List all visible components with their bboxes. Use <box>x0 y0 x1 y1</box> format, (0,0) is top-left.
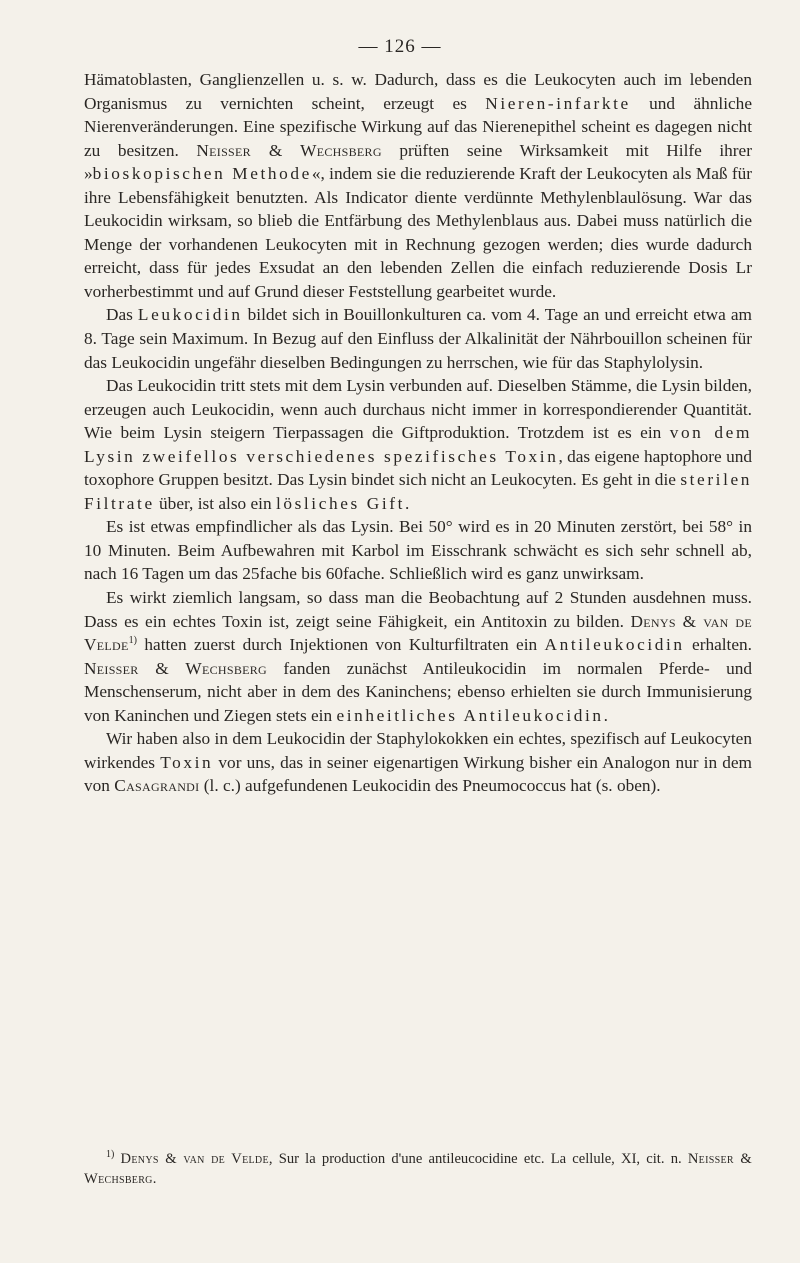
p3-emph-gift: lösliches Gift <box>275 493 405 513</box>
p5-author-denys: Denys & van de Velde <box>84 611 752 655</box>
footnote-mark: 1) <box>106 1149 115 1161</box>
p5-emph-einheitliches: einheitliches Antileukocidin <box>336 705 604 725</box>
paragraph-2 <box>84 303 752 374</box>
p6-text-c: vor uns, das in seiner eigenartigen Wirkung bisher ein Analogon nur in dem von <box>84 752 752 796</box>
p6-author-casagrandi: Casagrandi <box>114 776 200 796</box>
footnote-author-denys: Denys & van de Velde <box>120 1151 269 1167</box>
paragraph-6 <box>84 727 752 798</box>
p5-text-e: erhalten. <box>684 635 752 655</box>
p1-text-g: «, indem sie die reduzierende Kraft der Leukocyten als Maß für ihre Lebensfähigkeit benutzten. Als Indicator diente verdünnte Methylenblaulösung. War das Leukocidin wirksam, so blieb die Entfärbung des Methylenblaus aus. Dabei muss natürlich die Menge der vorhandenen Leukocyten mit in Rechnung gezogen werden; dies wurde dadurch erreicht, dass für jedes Exsudat an den lebenden Zellen die einfach reduzierende Dosis Lr vorherbestimmt und auf Grund dieser Feststellung gearbeitet wurde. <box>84 164 753 301</box>
p6-text-e: (l. c.) aufgefundenen Leukocidin des Pneumococcus hat (s. oben). <box>199 776 661 796</box>
p1-emph-methode: bioskopischen Methode <box>92 164 312 184</box>
main-text <box>84 68 752 798</box>
p5-text-g: fanden zunächst Antileukocidin im normalen Pferde- und Menschenserum, nicht aber in dem des Kaninchens; ebenso erhielten sie durch Immunisierung von Kaninchen und Ziegen stets ein <box>84 658 753 725</box>
p1-text-a: Hämatoblasten, Ganglienzellen u. s. w. Dadurch, dass es die Leukocyten auch im lebenden Organismus zu vernichten scheint, erzeugt es <box>84 70 752 113</box>
p5-emph-antileukocidin: Antileukocidin <box>544 635 685 655</box>
p2-text-c: bildet sich in Bouillonkulturen ca. vom 4. Tage an und erreicht etwa am 8. Tage sein Maximum. In Bezug auf den Einfluss der Alkalinität der Nährbouillon scheinen für das Leukocidin ungefähr dieselben Bedingungen zu herrschen, wie für das Staphylolysin. <box>84 305 752 372</box>
p6-text-a: Wir haben also in dem Leukocidin der Staphylokokken ein echtes, spezifisch auf Leukocyten wirkendes <box>84 729 752 772</box>
p5-text-i: . <box>603 705 608 725</box>
footnote-text-b: , Sur la production d'une antileucocidine etc. La cellule, XI, cit. n. <box>268 1151 688 1167</box>
p1-author-neisser-wechsberg: Neisser & Wechsberg <box>196 140 382 160</box>
paragraph-3 <box>84 374 752 515</box>
p5-text-c: hatten zuerst durch Injektionen von Kulturfiltraten ein <box>136 635 545 655</box>
paragraph-1 <box>84 68 752 303</box>
footnote-reference: 1) <box>128 635 137 647</box>
footnote-author-neisser: Neisser & Wechsberg <box>84 1151 752 1187</box>
p3-text-a: Das Leukocidin tritt stets mit dem Lysin verbunden auf. Dieselben Stämme, die Lysin bilden, erzeugen auch Leukocidin, wenn auch durchaus nicht immer in korrespondierender Quantität. Wie beim Lysin steigern Tierpassagen die Giftproduktion. Trotzdem ist es ein <box>84 376 752 443</box>
p5-text-a: Es wirkt ziemlich langsam, so dass man die Beobachtung auf 2 Stunden ausdehnen muss. Dass es ein echtes Toxin ist, zeigt seine Fähigkeit, ein Antitoxin zu bilden. <box>84 588 752 631</box>
paragraph-4: Es ist etwas empfindlicher als das Lysin. Bei 50° wird es in 20 Minuten zerstört, bei 58° in 10 Minuten. Beim Aufbewahren mit Karbol im Eisschrank schwächt es sich sehr schnell ab, nach 16 Tagen um das 25fache bis 60fache. Schließlich wird es ganz unwirksam. <box>84 517 752 584</box>
p3-text-c: , das eigene haptophore und toxophore Gruppen besitzt. Das Lysin bindet sich nicht an Leukocyten. Es geht in die <box>84 446 752 490</box>
paragraph-5 <box>84 586 752 727</box>
page-number: — 126 — <box>358 36 442 57</box>
p3-text-e: über, ist also ein <box>154 493 276 513</box>
p3-emph-toxin: von dem Lysin zweifellos verschiedenes spezifisches Toxin <box>84 423 752 466</box>
p2-emph-leukocidin: Leukocidin <box>137 305 243 325</box>
footnote-text-d: . <box>152 1171 157 1187</box>
p3-text-g: . <box>404 493 410 513</box>
p2-text-a: Das <box>106 305 138 325</box>
p1-text-e: prüften seine Wirksamkeit mit Hilfe ihrer » <box>84 140 752 184</box>
p6-emph-toxin: Toxin <box>160 752 214 772</box>
footnotes <box>84 1149 752 1189</box>
p5-author-neisser-wechsberg: Neisser & Wechsberg <box>84 658 268 678</box>
p1-emph-nieren: Nieren-infarkte <box>485 93 631 113</box>
p3-emph-filtrate: sterilen Filtrate <box>84 470 752 513</box>
p1-text-c: und ähnliche Nierenveränderungen. Eine spezifische Wirkung auf das Nierenepithel scheint es dagegen nicht zu besitzen. <box>84 93 752 160</box>
footnote-1 <box>84 1149 752 1189</box>
